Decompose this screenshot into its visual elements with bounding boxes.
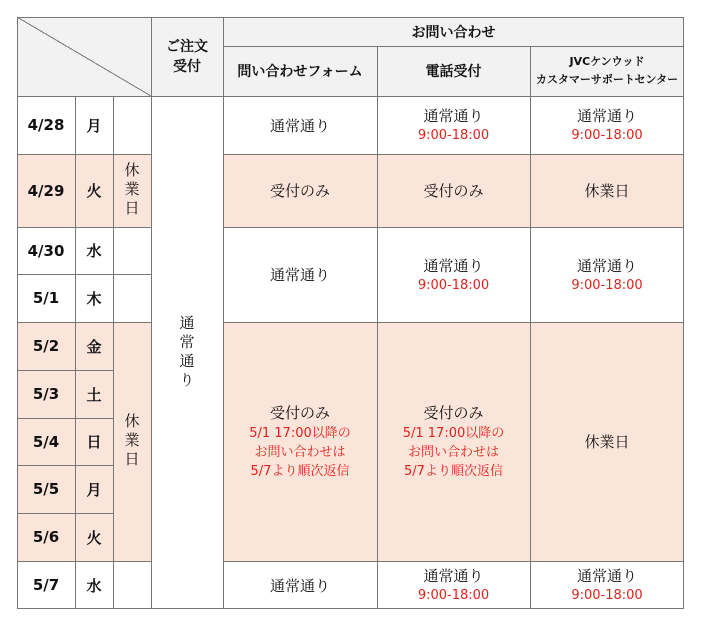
day-cell [75,154,113,227]
support-hours: 9:00-18:00 [571,277,643,293]
support-cell [530,96,684,154]
date-text: 4/29 [27,181,65,200]
date-text: 5/1 [32,289,60,307]
form-cell [223,561,377,609]
date-text: 4/28 [27,116,65,134]
date-text: 5/2 [32,337,60,355]
date-cell [17,418,75,465]
holiday-marker [113,322,151,561]
order-header-label: ご注文 受付 [166,38,208,75]
support-cell [530,154,684,227]
form-cell [223,227,377,322]
date-cell [17,465,75,513]
form-status: 通常通り [269,266,330,284]
order-status: 通常通り [177,314,196,391]
date-text: 5/4 [32,432,60,451]
phone-cell [377,561,530,609]
form-note: お問い合わせは [254,445,346,460]
form-status: 受付のみ [269,404,330,422]
form-cell [223,96,377,154]
phone-status: 通常通り [423,567,484,585]
day-cell [75,227,113,274]
date-cell [17,513,75,561]
day-text: 金 [86,337,102,356]
phone-hours: 9:00-18:00 [417,588,490,603]
support-hours: 9:00-18:00 [571,588,643,603]
support-status: 休業日 [584,433,630,451]
day-cell [75,465,113,513]
date-cell [17,227,75,274]
date-cell [17,274,75,322]
phone-hours: 9:00-18:00 [417,128,490,143]
form-cell [223,322,377,561]
date-text: 5/7 [32,576,60,594]
phone-cell [377,96,530,154]
order-header [151,17,223,96]
date-cell [17,370,75,418]
support-cell [530,322,684,561]
form-note: 5/7より順次返信 [250,464,350,479]
date-text: 5/6 [32,528,60,546]
form-status: 受付のみ [269,182,330,200]
day-text: 水 [86,576,102,595]
phone-status: 通常通り [423,107,484,125]
order-status-cell [151,96,223,609]
form-status: 通常通り [269,576,330,595]
day-cell [75,418,113,465]
form-note: 5/1 17:00以降の [249,426,351,441]
phone-status: 通常通り [423,256,484,275]
day-cell [75,96,113,154]
date-cell [17,561,75,609]
date-text: 5/5 [32,480,60,498]
support-status: 通常通り [576,567,637,585]
col-form-label: 問い合わせフォーム [237,64,363,80]
contact-header [223,17,684,46]
day-cell [75,274,113,322]
holiday-label: 休業日 [122,413,141,470]
day-cell [75,322,113,370]
phone-hours: 9:00-18:00 [417,277,490,293]
form-status: 通常通り [269,116,330,135]
day-text: 土 [86,385,102,404]
day-text: 月 [86,116,102,135]
support-status: 休業日 [584,182,630,200]
holiday-marker [113,154,151,227]
col-support-header [530,46,684,96]
col-form-header [223,46,377,96]
date-text: 5/3 [32,385,60,403]
date-cell [17,322,75,370]
date-text: 4/30 [27,241,65,260]
support-hours: 9:00-18:00 [571,128,643,143]
phone-cell [377,227,530,322]
phone-status: 受付のみ [423,182,484,200]
support-cell [530,561,684,609]
contact-header-label: お問い合わせ [411,24,496,41]
day-text: 水 [86,242,102,260]
corner-header [17,17,151,96]
day-text: 火 [86,528,102,547]
day-cell [75,513,113,561]
support-status: 通常通り [576,256,637,275]
phone-cell [377,322,530,561]
day-text: 木 [86,289,102,308]
holiday-label: 休業日 [122,162,141,219]
col-support-label: JVCケンウッド カスタマーサポートセンター [535,55,679,86]
day-cell [75,370,113,418]
form-cell [223,154,377,227]
col-phone-header [377,46,530,96]
day-cell [75,561,113,609]
col-phone-label: 電話受付 [425,64,482,80]
phone-status: 受付のみ [423,404,484,422]
phone-cell [377,154,530,227]
day-text: 月 [86,480,102,499]
phone-note: 5/1 17:00以降の [402,426,505,441]
support-status: 通常通り [576,107,637,125]
day-text: 日 [86,433,102,451]
day-text: 火 [86,182,102,200]
date-cell [17,96,75,154]
phone-note: お問い合わせは [407,445,499,460]
support-cell [530,227,684,322]
phone-note: 5/7より順次返信 [404,464,503,479]
date-cell [17,154,75,227]
